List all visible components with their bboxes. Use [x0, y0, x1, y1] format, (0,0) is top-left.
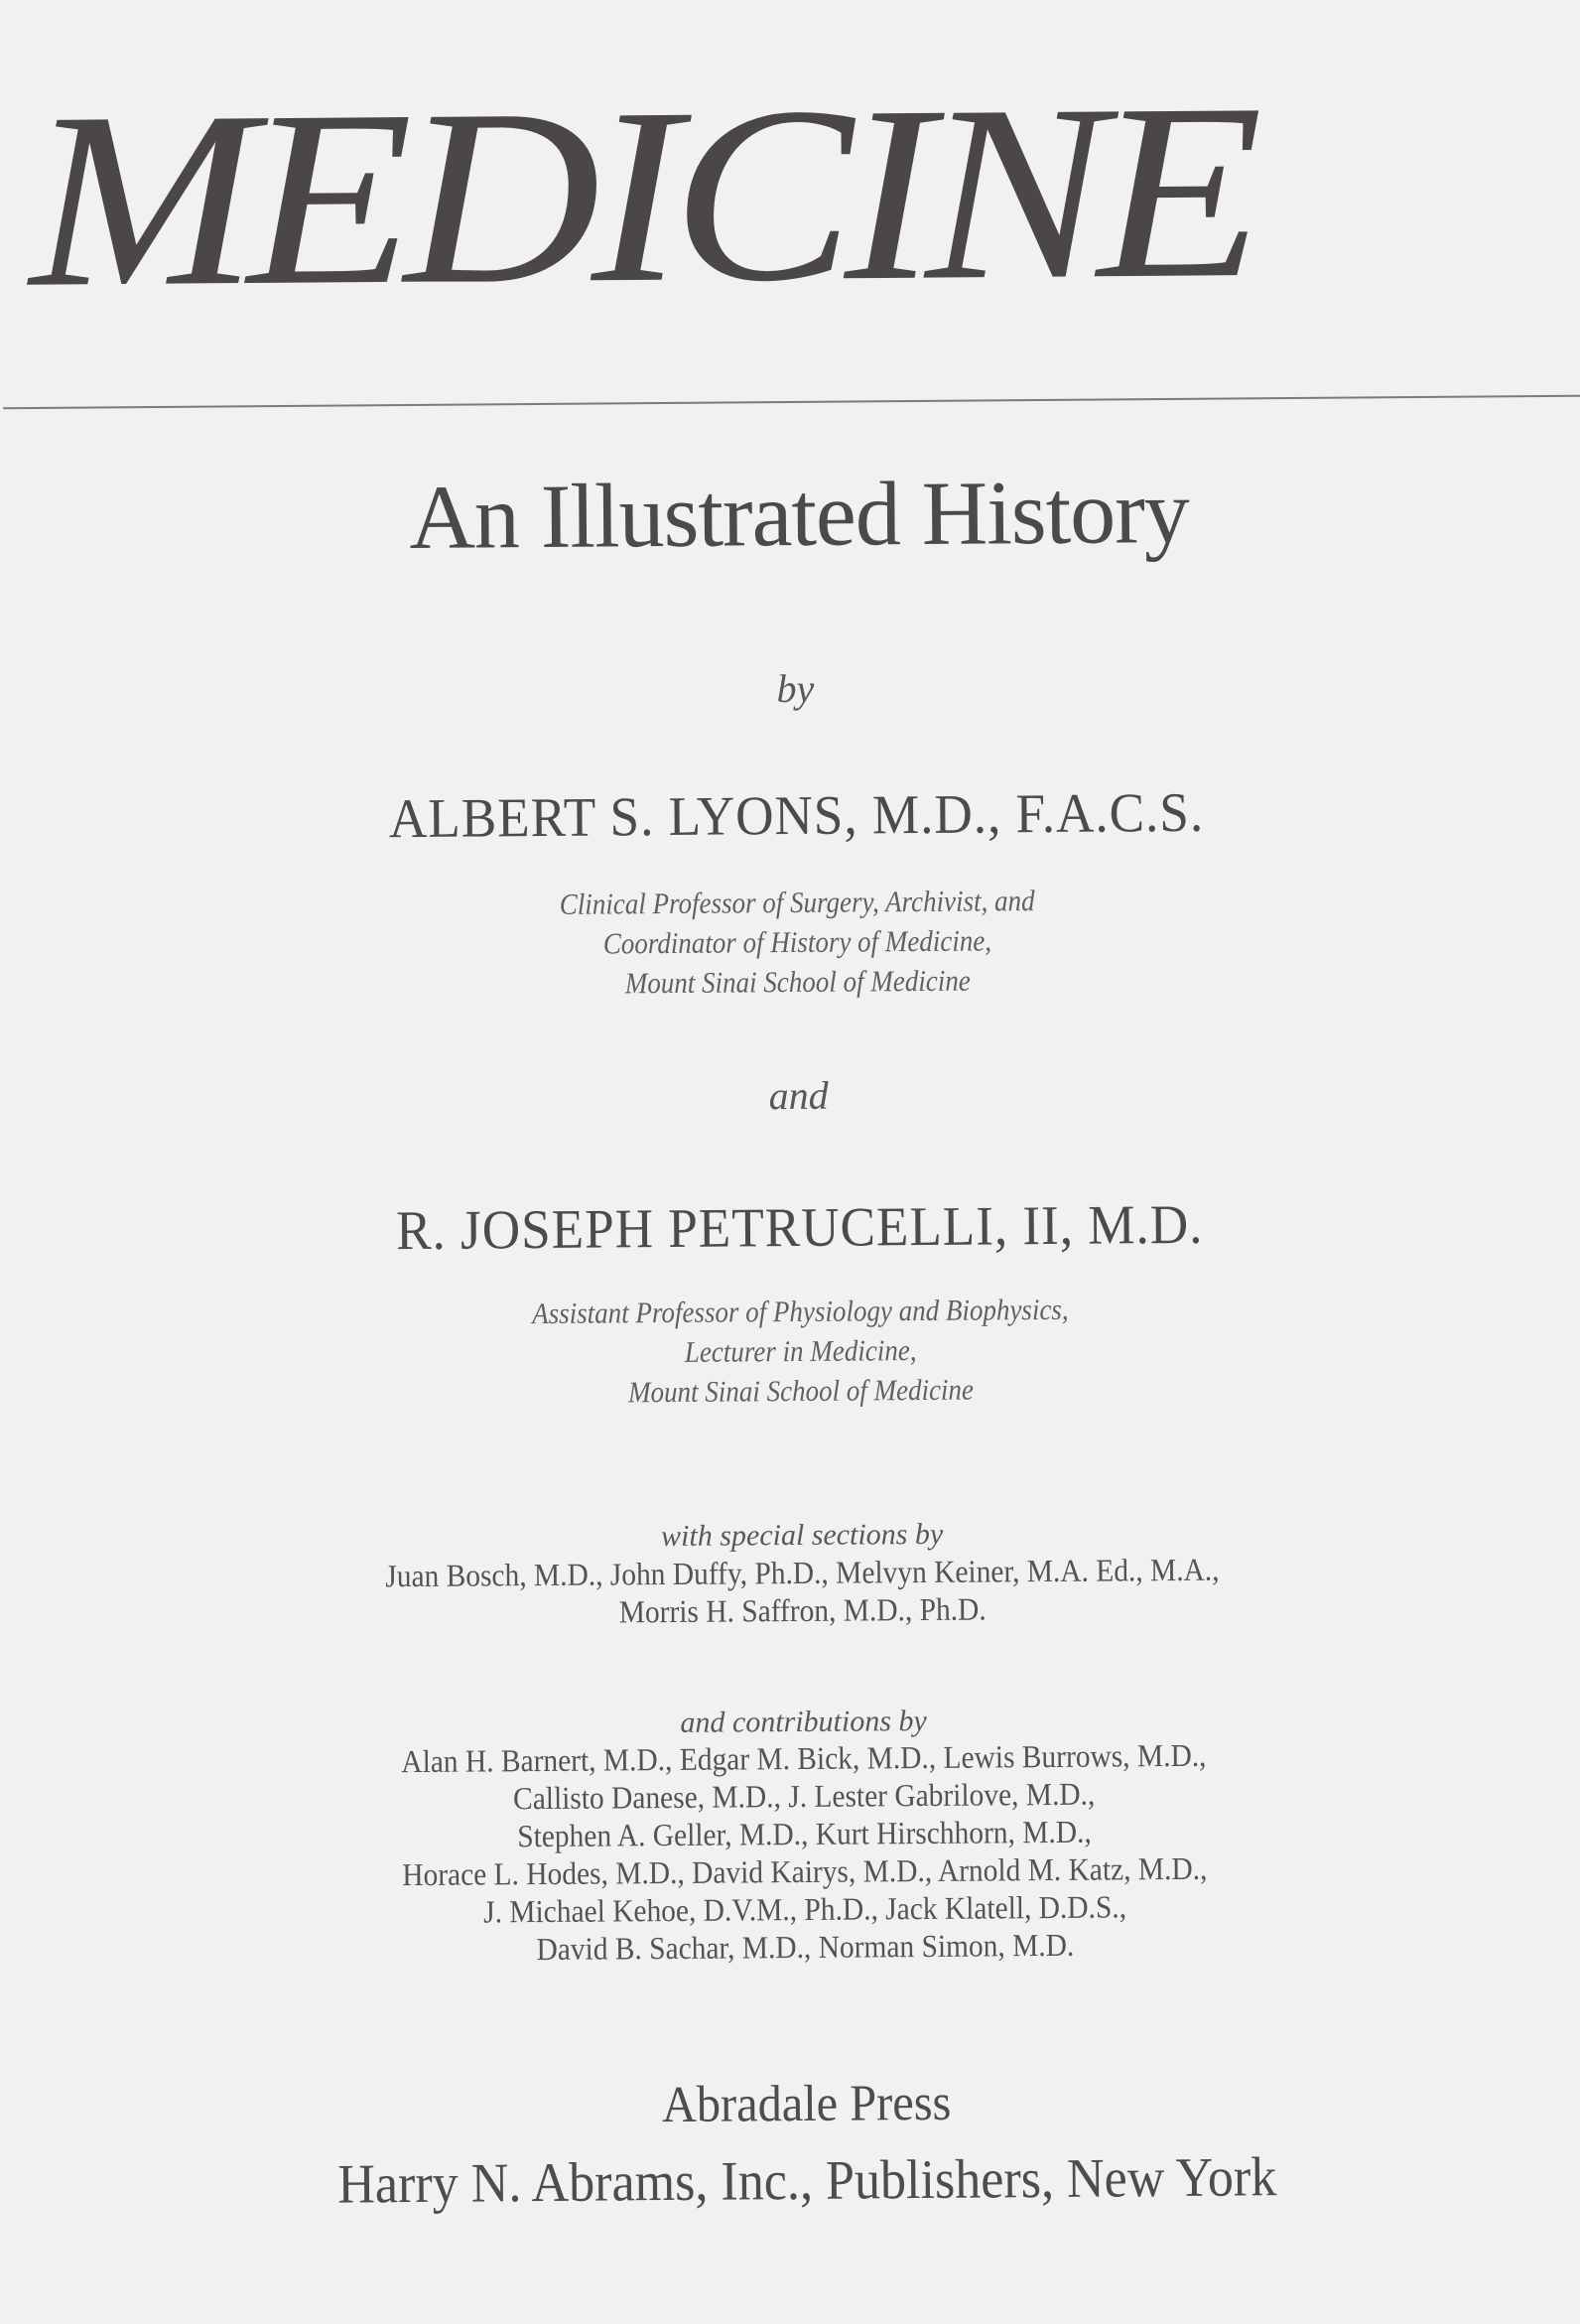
special-sections-label: with special sections by — [660, 1517, 944, 1554]
name-line: J. Michael Kehoe, D.V.M., Ph.D., Jack Klatell, D.D.S., — [483, 1888, 1127, 1930]
name-line: Horace L. Hodes, M.D., David Kairys, M.D., Arnold M. Katz, M.D., — [402, 1849, 1208, 1893]
affiliation-line: Assistant Professor of Physiology and Biophysics, — [532, 1293, 1069, 1331]
publisher-line: Harry N. Abrams, Inc., Publishers, New York — [337, 2146, 1277, 2216]
book-subtitle: An Illustrated History — [408, 460, 1190, 569]
affiliation-line: Coordinator of History of Medicine, — [602, 924, 992, 961]
affiliation-line: Clinical Professor of Surgery, Archivist, and — [559, 885, 1035, 921]
author-name-lyons: ALBERT S. LYONS, M.D., F.A.C.S. — [388, 781, 1205, 851]
author-affiliation-petrucelli — [89, 1287, 1513, 1417]
book-title: MEDICINE — [28, 52, 1255, 340]
name-line: Morris H. Saffron, M.D., Ph.D. — [618, 1590, 987, 1630]
affiliation-line: Lecturer in Medicine, — [684, 1334, 917, 1369]
name-line: Stephen A. Geller, M.D., Kurt Hirschhorn, M.D., — [517, 1813, 1092, 1854]
name-line: Callisto Danese, M.D., J. Lester Gabrilove, M.D., — [512, 1775, 1096, 1817]
title-rule-divider — [3, 395, 1580, 410]
name-line: David B. Sachar, M.D., Norman Simon, M.D. — [536, 1926, 1075, 1968]
author-name-petrucelli: R. JOSEPH PETRUCELLI, II, M.D. — [395, 1193, 1204, 1263]
by-label: by — [776, 665, 815, 712]
and-label: and — [768, 1072, 829, 1119]
contributions-label: and contributions by — [680, 1704, 927, 1739]
author-affiliation-lyons — [86, 878, 1510, 1008]
name-line: Juan Bosch, M.D., John Duffy, Ph.D., Melvyn Keiner, M.A. Ed., M.A., — [385, 1551, 1220, 1594]
affiliation-line: Mount Sinai School of Medicine — [624, 964, 971, 1001]
name-line: Alan H. Barnert, M.D., Edgar M. Bick, M.D., Lewis Burrows, M.D., — [401, 1736, 1207, 1780]
contributions-names — [76, 1733, 1531, 1971]
special-sections-names — [75, 1548, 1529, 1635]
affiliation-line: Mount Sinai School of Medicine — [627, 1373, 975, 1410]
publisher-imprint: Abradale Press — [661, 2074, 952, 2134]
